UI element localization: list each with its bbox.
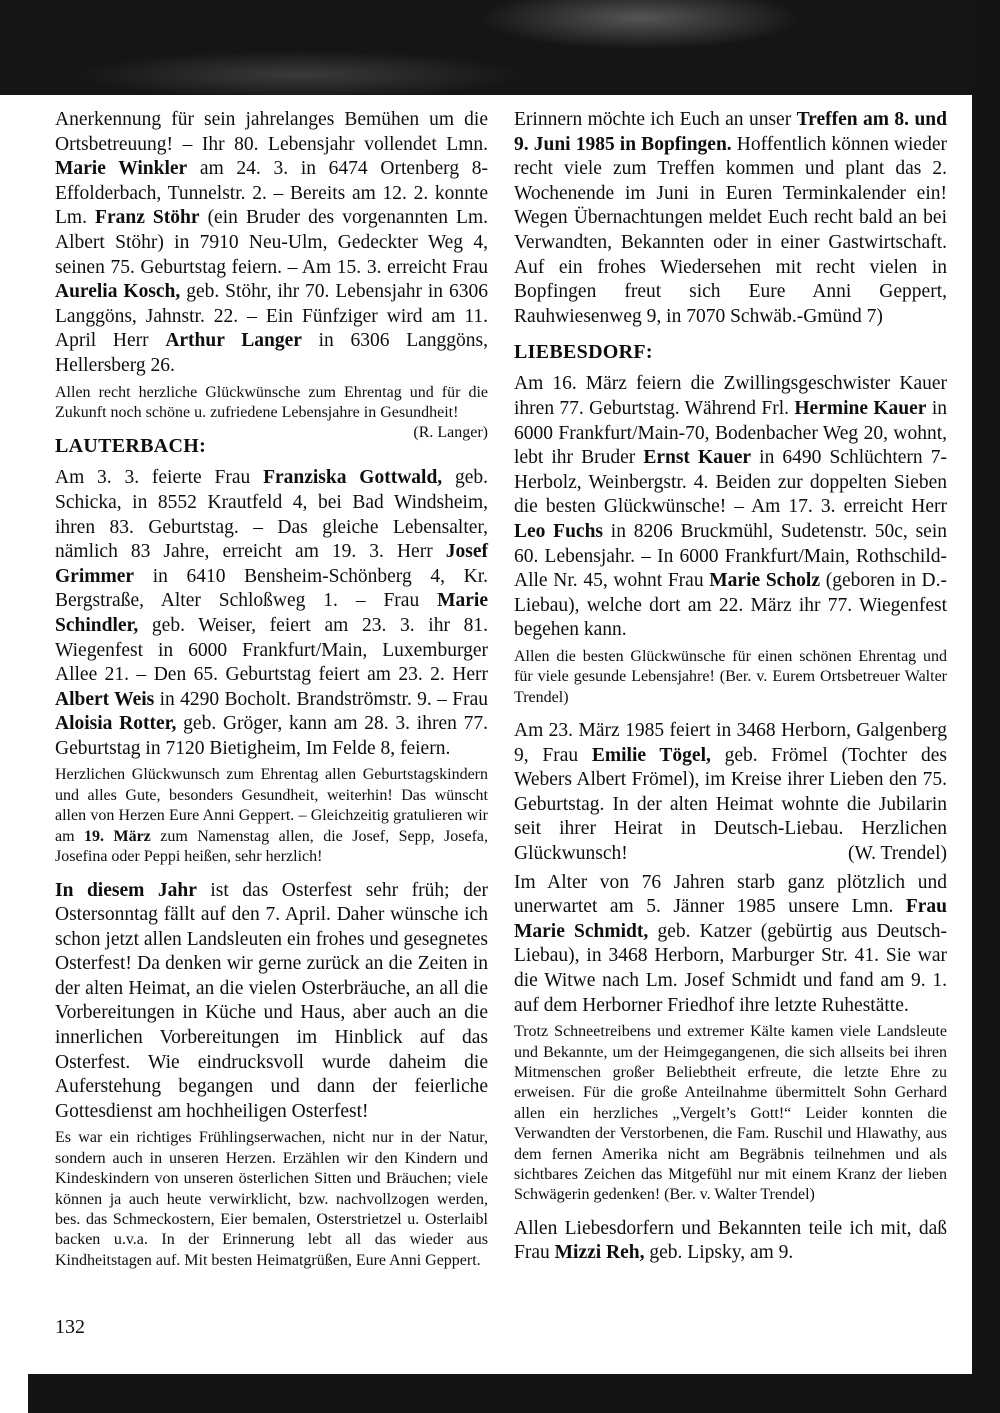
scan-border-top xyxy=(0,0,1000,95)
text-segment: ist das Osterfest sehr früh; der Ostersonntag fällt auf den 7. April. Daher wünsche ich schon jetzt allen Landsleuten ein frohes und gesegnetes Osterfest! Da denken wir gerne zurück an die Zeiten in der alten Heimat, an die vielen Osterbräuche, an all die Vorbereitungen in Küche und Haus, aber auch an die innerlichen Vorbereitungen im Hinblick auf das Osterfest. Wie eindrucksvoll wurde daheim die Auferstehung begangen und dann der feierliche Gottesdienst am hochheiligen Osterfest! xyxy=(55,879,488,1122)
text-segment: geb. Frömel (Tochter des Webers Albert Frömel), im Kreise ihrer Lieben den 75. Geburtstag. In der alten Heimat wohnte die Jubilarin seit ihrer Heirat in Deutsch-Liebau. Herzlichen Glückwunsch! xyxy=(514,744,947,865)
text-segment: Aloisia Rotter, xyxy=(55,713,177,735)
scan-border-right xyxy=(972,0,1000,1413)
text-segment: (geboren in D.-Liebau), welche dort am 22. März ihr 77. Wiegenfest begehen kann. xyxy=(514,570,947,641)
text-segment: Emilie Tögel, xyxy=(591,744,711,766)
note-funeral-report xyxy=(514,1022,947,1206)
text-segment: zum Namenstag allen, die Josef, Sepp, Josefa, Josefina oder Peppi heißen, sehr herzlich! xyxy=(55,827,489,866)
paragraph-toegel-birthday xyxy=(514,719,947,867)
text-segment: Josef Grimmer xyxy=(55,541,488,587)
paragraph-liebesdorf-birthdays xyxy=(514,372,947,643)
text-segment: geb. Gröger, kann am 28. 3. ihren 77. Geburtstag in 7120 Bietigheim, Im Felde 8, feiern. xyxy=(55,713,488,759)
text-segment: Hermine Kauer xyxy=(794,397,927,419)
text-segment: Ernst Kauer xyxy=(643,447,752,469)
section-heading-liebesdorf: LIEBESDORF: xyxy=(514,341,653,364)
text-segment: am 24. 3. in 6474 Ortenberg 8-Effolderbach, Tunnelstr. 2. – Bereits am 12. 2. konnte Lm. xyxy=(55,158,489,229)
text-segment: Marie Scholz xyxy=(709,570,821,592)
text-segment: geb. Stöhr, ihr 70. Lebensjahr in 6306 Langgöns, Jahnstr. 22. – Ein Fünfziger wird am 11. April Herr xyxy=(55,281,488,352)
section-heading-lauterbach: LAUTERBACH: xyxy=(55,435,207,458)
text-segment: Aurelia Kosch, xyxy=(55,281,181,303)
text-segment: Allen Liebesdorfern und Bekannten teile ich mit, daß Frau xyxy=(514,1217,947,1264)
text-segment: Leo Fuchs xyxy=(514,520,604,542)
text-segment: geb. Weiser, feiert am 23. 3. ihr 81. Wiegenfest in 6000 Frankfurt/Main, Luxemburger Allee 21. – Den 65. Geburtstag feiert am 23. 2. Herr xyxy=(55,614,488,686)
text-segment: (ein Bruder des vorgenannten Lm. Albert Stöhr) in 7910 Neu-Ulm, Gedeckter Weg 4, seinen 75. Geburtstag feiern. – Am 15. 3. erreicht Frau xyxy=(55,207,488,278)
text-segment: geb. Katzer (gebürtig aus Deutsch-Liebau), in 3468 Herborn, Marburger Str. 41. Sie war die Witwe nach Lm. Josef Schmidt und fand am 9. 1. auf dem Herborner Friedhof ihre letzte Ruhestätte. xyxy=(514,920,947,1016)
text-segment: Erinnern möchte ich Euch an unser xyxy=(514,109,797,130)
note-congratulations-geppert xyxy=(55,765,488,867)
note-congratulations-trendel xyxy=(514,647,947,708)
text-segment: Es war ein richtiges Frühlingserwachen, nicht nur in der Natur, sondern auch in unseren Herzen. Erzählen wir den Kindern und Kindeskindern von unseren österlichen Sitten und Bräuchen; viele können ja auch heute verwirklicht, bzw. nachvollzogen werden, bes. das Schmeckostern, Eier bemalen, Osterstrietzel u. Osterlaibl backen u.v.a. In der Erinnerung lebt all das wieder aus Kindheitstagen auf. Mit besten Heimatgrüßen, Eure Anni Geppert. xyxy=(55,1129,488,1269)
text-segment: Herzlichen Glückwunsch zum Ehrentag allen Geburtstagskindern und alles Gute, besonders Gesundheit, weiterhin! Das wünscht allen von Herzen Eure Anni Geppert. – Gleichzeitig gratulieren wir am xyxy=(55,766,488,845)
text-segment: Am 3. 3. feierte Frau xyxy=(55,467,264,489)
text-segment: in 4290 Bocholt. Brandströmstr. 9. – Frau xyxy=(154,688,489,710)
text-segment: Frau Marie Schmidt, xyxy=(514,896,947,942)
page-number: 132 xyxy=(55,1316,85,1338)
text-segment: Hoffentlich können wieder recht viele zum Treffen kommen und plant das 2. Wochenende im Juni in Euren Terminkalender ein! Wegen Übernachtungen meldet Euch recht bald an bei Verwandten, Bekannten oder in einer Gastwirtschaft. Auf ein frohes Wiedersehen mit recht vielen in Bopfingen freut sich Eure Anni Geppert, Rauhwiesenweg 9, in 7070 Schwäb.-Gmünd 7) xyxy=(514,133,947,327)
text-segment: 19. März xyxy=(84,827,151,845)
text-segment: Am 16. März feiern die Zwillingsgeschwister Kauer ihren 77. Geburtstag. Während Frl. xyxy=(514,373,947,419)
paragraph-birthdays-continued xyxy=(55,108,488,379)
text-segment: (W. Trendel) xyxy=(848,843,947,865)
text-segment: Im Alter von 76 Jahren starb ganz plötzlich und unerwartet am 5. Jänner 1985 unsere Lmn. xyxy=(514,871,947,918)
text-segment: Allen recht herzliche Glückwünsche zum Ehrentag und für die Zukunft noch schöne u. zufriedene Lebensjahre in Gesundheit! xyxy=(55,383,488,421)
text-segment: in 6490 Schlüchtern 7-Herbolz, Weinbergstr. 4. Beiden zur doppelten Sieben die besten Glückwünsche! – Am 17. 3. erreicht Herr xyxy=(514,447,947,518)
paragraph-lauterbach-birthdays xyxy=(55,466,488,761)
text-segment: Allen die besten Glückwünsche für einen schönen Ehrentag und für viele gesunde Lebensjahre! (Ber. v. Eurem Ortsbetreuer Walter Trendel) xyxy=(514,647,947,706)
note-easter-memories xyxy=(55,1128,488,1271)
text-segment: in 6410 Bensheim-Schönberg 4, Kr. Bergstraße, Alter Schloßweg 1. – Frau xyxy=(55,565,488,612)
text-segment: Marie Schindler, xyxy=(55,590,488,636)
text-segment: Albert Weis xyxy=(55,688,155,710)
paragraph-mizzi-reh xyxy=(514,1217,947,1266)
text-segment: Trotz Schneetreibens und extremer Kälte kamen viele Landsleute und Bekannte, um der Heimgegangenen, die sich allseits bei ihren Mitmenschen großer Beliebtheit erfreute, die letzte Ehre zu erweisen. Für die große Anteilnahme übermittelt Sohn Gerhard allen ein herzliches „Vergelt’s Gott!“ Leider konnten die Verwandten der Verstorbenen, die Fam. Ruschil und Hlawathy, aus dem fernen Amerika nicht am Begräbnis teilnehmen und als sichtbares Zeichen das Mitgefühl nur mit einem Kranz der lieben Schwägerin gedenken! (Ber. v. Walter Trendel) xyxy=(514,1023,947,1204)
note-congratulations-langer xyxy=(55,383,488,442)
text-segment: Anerkennung für sein jahrelanges Bemühen um die Ortsbetreuung! – Ihr 80. Lebensjahr vollendet Lmn. xyxy=(55,109,488,155)
text-segment: in 6000 Frankfurt/Main-70, Bodenbacher Weg 20, wohnt, lebt ihr Bruder xyxy=(514,397,947,469)
text-segment: geb. Schicka, in 8552 Krautfeld 4, bei Bad Windsheim, ihren 83. Geburtstag. – Das gleiche Lebensalter, nämlich 83 Jahre, erreicht am 19. 3. Herr xyxy=(55,467,489,563)
right-column xyxy=(514,108,947,1282)
text-segment: in 8206 Bruckmühl, Sudetenstr. 50c, sein 60. Lebensjahr. – In 6000 Frankfurt/Main, Rothschild-Alle Nr. 45, wohnt Frau xyxy=(514,520,947,592)
text-segment: In diesem Jahr xyxy=(55,879,197,901)
text-segment: Mizzi Reh, xyxy=(554,1242,645,1264)
text-segment: geb. Lipsky, am 9. xyxy=(644,1242,794,1264)
paragraph-schmidt-obituary xyxy=(514,871,947,1019)
text-segment: Franz Stöhr xyxy=(95,207,200,229)
text-segment: Am 23. März 1985 feiert in 3468 Herborn, Galgenberg 9, Frau xyxy=(514,720,947,766)
text-segment: in 6306 Langgöns, Hellersberg 26. xyxy=(55,330,489,376)
text-segment: Arthur Langer xyxy=(165,330,302,352)
text-segment: Marie Winkler xyxy=(55,158,188,180)
paragraph-treffen-bopfingen xyxy=(514,108,947,329)
text-segment: Treffen am 8. und 9. Juni 1985 in Bopfingen. xyxy=(514,109,947,155)
text-segment: (R. Langer) xyxy=(413,424,488,442)
text-segment: Franziska Gottwald, xyxy=(263,467,443,489)
scan-border-bottom xyxy=(28,1374,1000,1413)
paragraph-easter xyxy=(55,879,488,1125)
left-column xyxy=(55,108,488,1282)
page-content xyxy=(55,108,947,1282)
